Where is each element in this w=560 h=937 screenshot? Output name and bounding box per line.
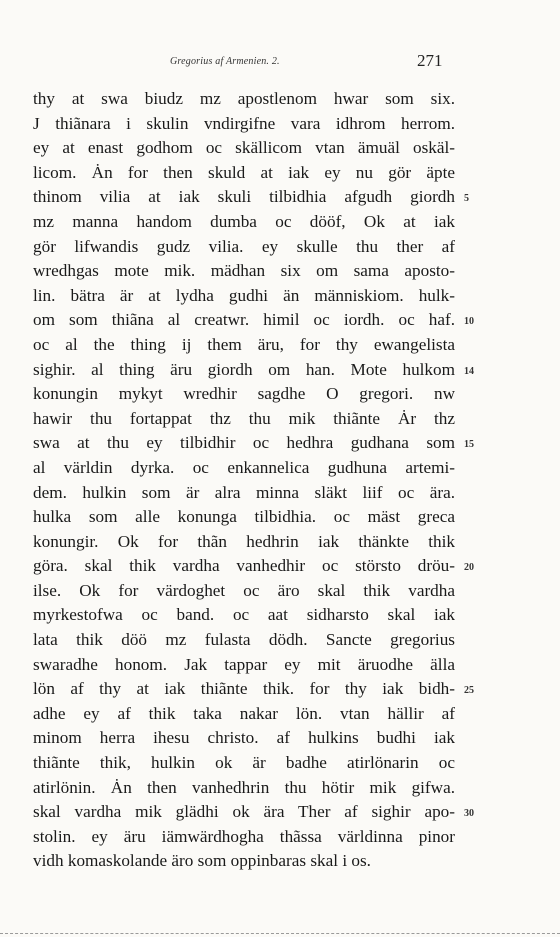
text-line: J thiãnara i skulin vndirgifne vara idhrom herrom.	[33, 113, 455, 133]
body-text	[33, 87, 455, 874]
margin-line-number: 5	[464, 193, 469, 205]
text-line: al världin dyrka. oc enkannelica gudhuna artemi-	[33, 457, 455, 477]
text-line: dem. hulkin som är alra minna släkt liif oc ära.	[33, 482, 455, 502]
text-line: thinom vilia at iak skuli tilbidhia afgudh giordh	[33, 187, 455, 207]
text-line: swa at thu ey tilbidhir oc hedhra gudhana som	[33, 433, 455, 453]
text-line: gör lifwandis gudz vilia. ey skulle thu ther af	[33, 236, 455, 256]
text-line: ey at enast godhom oc skällicom vtan ämuäl oskäl-	[33, 138, 455, 158]
text-line: thy at swa biudz mz apostlenom hwar som six.	[33, 89, 455, 108]
text-line: sighir. al thing äru giordh om han. Mote hulkom	[33, 359, 455, 379]
text-line: adhe ey af thik taka nakar lön. vtan hällir af	[33, 703, 455, 723]
text-line: vidh komaskolande äro som oppinbaras skal i os.	[33, 851, 371, 871]
text-line: ilse. Ok for värdoghet oc äro skal thik vardha	[33, 580, 455, 600]
margin-line-number: 14	[464, 365, 474, 377]
margin-line-number: 25	[464, 685, 474, 697]
text-line: mz manna handom dumba oc dööf, Ok at iak	[33, 211, 455, 231]
text-line: swaradhe honom. Jak tappar ey mit äruodhe älla	[33, 654, 455, 674]
margin-line-number: 15	[464, 439, 474, 451]
text-line: licom. Ȧn for then skuld at iak ey nu gör äpte	[33, 162, 455, 182]
text-line: om som thiãna al creatwr. himil oc iordh. oc haf.	[33, 310, 455, 330]
text-line: göra. skal thik vardha vanhedhir oc störsto dröu-	[33, 556, 455, 576]
text-line: thiãnte thik, hulkin ok är badhe atirlönarin oc	[33, 753, 455, 773]
text-line: hulka som alle konunga tilbidhia. oc mäst greca	[33, 507, 455, 527]
text-line: wredhgas mote mik. mädhan six om sama aposto-	[33, 261, 455, 281]
page-number: 271	[417, 51, 443, 70]
text-line: lin. bätra är at lydha gudhi än människiom. hulk-	[33, 285, 455, 305]
running-head-title: Gregorius af Armenien. 2.	[170, 56, 280, 67]
text-line: skal vardha mik glädhi ok ära Ther af sighir apo-	[33, 802, 455, 822]
text-line: stolin. ey äru iämwärdhogha thãssa världinna pinor	[33, 826, 455, 846]
margin-line-number: 30	[464, 808, 474, 820]
margin-line-number: 10	[464, 316, 474, 328]
text-line: hawir thu fortappat thz thu mik thiãnte Ȧr thz	[33, 408, 455, 428]
text-line: myrkestofwa oc band. oc aat sidharsto skal iak	[33, 605, 455, 625]
text-line: lön af thy at iak thiãnte thik. for thy iak bidh-	[33, 679, 455, 699]
text-line: konungin mykyt wredhir sagdhe O gregori. nw	[33, 384, 455, 404]
page-edge-line	[0, 933, 560, 934]
text-line: oc al the thing ij them äru, for thy ewangelista	[33, 334, 455, 354]
margin-line-number: 20	[464, 562, 474, 574]
text-line: atirlönin. Ȧn then vanhedhrin thu hötir mik gifwa.	[33, 777, 455, 797]
text-line: konungir. Ok for thãn hedhrin iak thänkte thik	[33, 531, 455, 551]
text-line: lata thik döö mz fulasta dödh. Sancte gregorius	[33, 630, 455, 650]
text-line: minom herra ihesu christo. af hulkins budhi iak	[33, 728, 455, 748]
